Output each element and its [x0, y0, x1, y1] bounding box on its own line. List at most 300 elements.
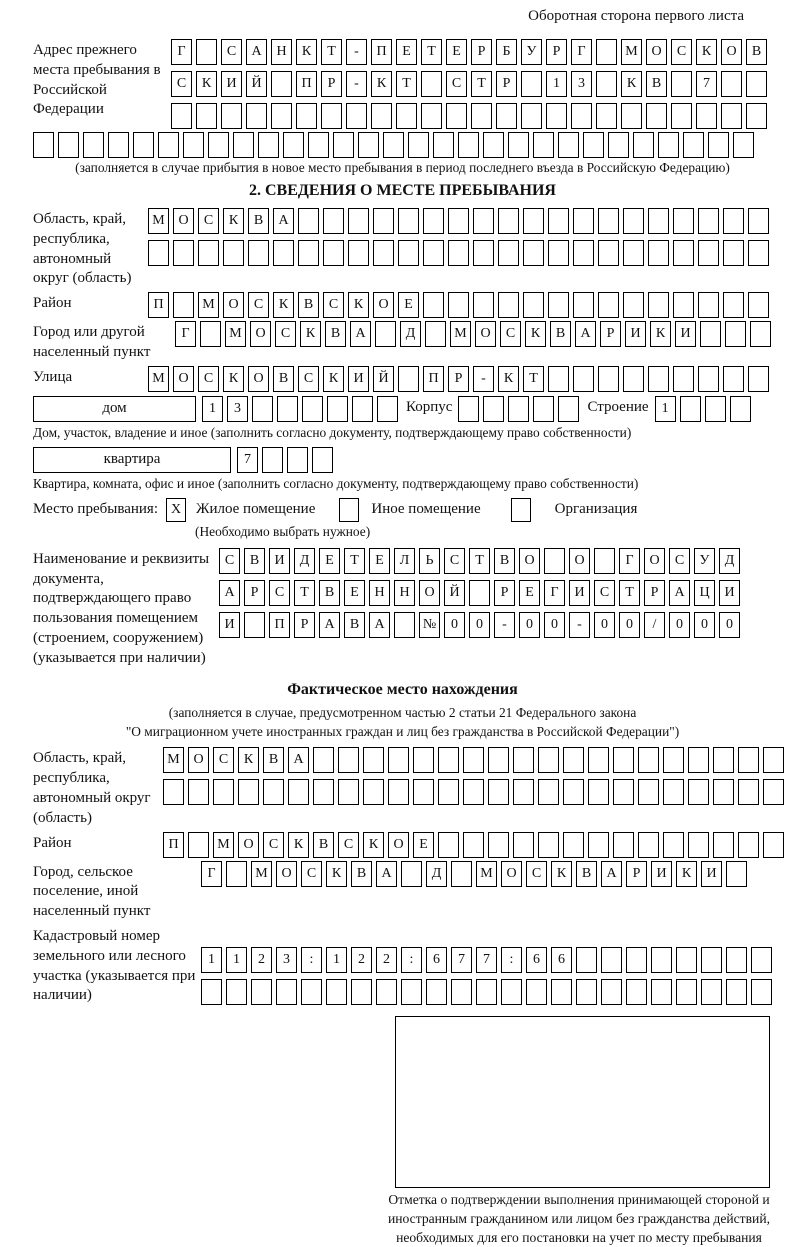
char-cell[interactable]: А	[273, 208, 294, 234]
char-cell[interactable]: 1	[202, 396, 223, 422]
char-cell[interactable]: Д	[400, 321, 421, 347]
char-cell[interactable]: В	[325, 321, 346, 347]
char-cell[interactable]: К	[223, 208, 244, 234]
char-cell[interactable]: Р	[244, 580, 265, 606]
char-cell[interactable]	[213, 779, 234, 805]
char-cell[interactable]	[233, 132, 254, 158]
char-cell[interactable]	[533, 132, 554, 158]
char-cell[interactable]: О	[519, 548, 540, 574]
char-cell[interactable]	[676, 979, 697, 1005]
char-cell[interactable]	[700, 321, 721, 347]
char-cell[interactable]	[576, 947, 597, 973]
char-cell[interactable]: С	[275, 321, 296, 347]
char-cell[interactable]	[323, 240, 344, 266]
char-cell[interactable]	[271, 71, 292, 97]
char-cell[interactable]	[173, 240, 194, 266]
char-cell[interactable]	[708, 132, 729, 158]
char-cell[interactable]: Й	[246, 71, 267, 97]
char-cell[interactable]	[613, 747, 634, 773]
char-cell[interactable]: Н	[271, 39, 292, 65]
char-cell[interactable]: М	[476, 861, 497, 887]
char-cell[interactable]: О	[644, 548, 665, 574]
char-cell[interactable]: И	[569, 580, 590, 606]
char-cell[interactable]	[576, 979, 597, 1005]
char-cell[interactable]	[283, 132, 304, 158]
char-cell[interactable]	[748, 240, 769, 266]
char-cell[interactable]: П	[269, 612, 290, 638]
char-cell[interactable]	[273, 240, 294, 266]
char-cell[interactable]: Р	[448, 366, 469, 392]
char-cell[interactable]	[573, 292, 594, 318]
char-cell[interactable]: 0	[469, 612, 490, 638]
char-cell[interactable]	[200, 321, 221, 347]
char-cell[interactable]: Й	[444, 580, 465, 606]
char-cell[interactable]	[601, 979, 622, 1005]
char-cell[interactable]	[723, 292, 744, 318]
char-cell[interactable]: 3	[571, 71, 592, 97]
char-cell[interactable]: О	[475, 321, 496, 347]
char-cell[interactable]	[648, 240, 669, 266]
char-cell[interactable]: С	[594, 580, 615, 606]
char-cell[interactable]	[733, 132, 754, 158]
char-cell[interactable]: Д	[294, 548, 315, 574]
char-cell[interactable]: Р	[496, 71, 517, 97]
char-cell[interactable]	[613, 779, 634, 805]
char-cell[interactable]	[248, 240, 269, 266]
char-cell[interactable]: О	[238, 832, 259, 858]
char-cell[interactable]	[496, 103, 517, 129]
char-cell[interactable]	[383, 132, 404, 158]
char-cell[interactable]	[313, 747, 334, 773]
char-cell[interactable]	[338, 779, 359, 805]
char-cell[interactable]: 1	[201, 947, 222, 973]
char-cell[interactable]	[438, 779, 459, 805]
char-cell[interactable]: А	[669, 580, 690, 606]
char-cell[interactable]: К	[300, 321, 321, 347]
char-cell[interactable]: С	[198, 366, 219, 392]
char-cell[interactable]	[548, 208, 569, 234]
char-cell[interactable]	[498, 292, 519, 318]
char-cell[interactable]: А	[350, 321, 371, 347]
char-cell[interactable]: П	[163, 832, 184, 858]
char-cell[interactable]	[763, 779, 784, 805]
char-cell[interactable]	[262, 447, 283, 473]
char-cell[interactable]	[698, 208, 719, 234]
char-cell[interactable]	[246, 103, 267, 129]
char-cell[interactable]: С	[671, 39, 692, 65]
char-cell[interactable]: Г	[619, 548, 640, 574]
char-cell[interactable]	[596, 39, 617, 65]
char-cell[interactable]	[251, 979, 272, 1005]
char-cell[interactable]	[763, 832, 784, 858]
char-cell[interactable]	[158, 132, 179, 158]
char-cell[interactable]	[751, 947, 772, 973]
char-cell[interactable]	[648, 208, 669, 234]
char-cell[interactable]	[188, 779, 209, 805]
char-cell[interactable]	[463, 832, 484, 858]
char-cell[interactable]	[446, 103, 467, 129]
char-cell[interactable]: /	[644, 612, 665, 638]
char-cell[interactable]: В	[273, 366, 294, 392]
char-cell[interactable]: С	[500, 321, 521, 347]
char-cell[interactable]: А	[601, 861, 622, 887]
char-cell[interactable]	[676, 947, 697, 973]
char-cell[interactable]	[458, 396, 479, 422]
char-cell[interactable]	[588, 779, 609, 805]
char-cell[interactable]: Г	[201, 861, 222, 887]
char-cell[interactable]: 7	[237, 447, 258, 473]
char-cell[interactable]	[198, 240, 219, 266]
char-cell[interactable]: -	[346, 71, 367, 97]
char-cell[interactable]: Е	[369, 548, 390, 574]
char-cell[interactable]	[671, 103, 692, 129]
char-cell[interactable]: М	[148, 366, 169, 392]
char-cell[interactable]: О	[248, 366, 269, 392]
char-cell[interactable]: П	[371, 39, 392, 65]
char-cell[interactable]	[538, 832, 559, 858]
char-cell[interactable]: 0	[694, 612, 715, 638]
char-cell[interactable]	[498, 240, 519, 266]
char-cell[interactable]	[448, 292, 469, 318]
char-cell[interactable]	[373, 240, 394, 266]
char-cell[interactable]	[483, 132, 504, 158]
char-cell[interactable]: И	[719, 580, 740, 606]
char-cell[interactable]	[33, 132, 54, 158]
char-cell[interactable]: Т	[396, 71, 417, 97]
char-cell[interactable]: И	[219, 612, 240, 638]
char-cell[interactable]	[523, 208, 544, 234]
char-cell[interactable]: С	[219, 548, 240, 574]
char-cell[interactable]	[748, 292, 769, 318]
char-cell[interactable]	[423, 208, 444, 234]
char-cell[interactable]	[351, 979, 372, 1005]
char-cell[interactable]: А	[369, 612, 390, 638]
char-cell[interactable]	[401, 861, 422, 887]
char-cell[interactable]	[701, 979, 722, 1005]
char-cell[interactable]: Р	[546, 39, 567, 65]
char-cell[interactable]: Г	[571, 39, 592, 65]
char-cell[interactable]	[583, 132, 604, 158]
char-cell[interactable]: А	[288, 747, 309, 773]
char-cell[interactable]	[688, 832, 709, 858]
char-cell[interactable]	[463, 779, 484, 805]
char-cell[interactable]	[321, 103, 342, 129]
char-cell[interactable]: С	[213, 747, 234, 773]
char-cell[interactable]	[271, 103, 292, 129]
char-cell[interactable]	[538, 747, 559, 773]
char-cell[interactable]: К	[650, 321, 671, 347]
char-cell[interactable]	[673, 240, 694, 266]
char-cell[interactable]	[544, 548, 565, 574]
char-cell[interactable]	[696, 103, 717, 129]
char-cell[interactable]	[548, 292, 569, 318]
char-cell[interactable]: К	[525, 321, 546, 347]
char-cell[interactable]: А	[575, 321, 596, 347]
char-cell[interactable]	[373, 208, 394, 234]
char-cell[interactable]: Г	[544, 580, 565, 606]
char-cell[interactable]	[621, 103, 642, 129]
char-cell[interactable]: У	[521, 39, 542, 65]
char-cell[interactable]: 1	[226, 947, 247, 973]
char-cell[interactable]	[302, 396, 323, 422]
char-cell[interactable]	[408, 132, 429, 158]
char-cell[interactable]	[638, 747, 659, 773]
char-cell[interactable]: О	[250, 321, 271, 347]
char-cell[interactable]: Д	[719, 548, 740, 574]
char-cell[interactable]: Р	[600, 321, 621, 347]
char-cell[interactable]: А	[319, 612, 340, 638]
char-cell[interactable]	[498, 208, 519, 234]
char-cell[interactable]	[705, 396, 726, 422]
char-cell[interactable]: Е	[398, 292, 419, 318]
char-cell[interactable]	[673, 292, 694, 318]
char-cell[interactable]	[488, 779, 509, 805]
char-cell[interactable]: 0	[544, 612, 565, 638]
char-cell[interactable]	[713, 779, 734, 805]
char-cell[interactable]: 0	[669, 612, 690, 638]
char-cell[interactable]	[333, 132, 354, 158]
char-cell[interactable]: В	[646, 71, 667, 97]
char-cell[interactable]: К	[273, 292, 294, 318]
char-cell[interactable]	[673, 208, 694, 234]
char-cell[interactable]	[730, 396, 751, 422]
char-cell[interactable]	[238, 779, 259, 805]
char-cell[interactable]: Р	[294, 612, 315, 638]
char-cell[interactable]	[746, 71, 767, 97]
char-cell[interactable]: 0	[594, 612, 615, 638]
char-cell[interactable]	[451, 861, 472, 887]
char-cell[interactable]	[726, 979, 747, 1005]
char-cell[interactable]	[508, 396, 529, 422]
char-cell[interactable]	[388, 779, 409, 805]
char-cell[interactable]	[313, 779, 334, 805]
char-cell[interactable]: А	[219, 580, 240, 606]
char-cell[interactable]: 0	[519, 612, 540, 638]
char-cell[interactable]: О	[388, 832, 409, 858]
char-cell[interactable]	[133, 132, 154, 158]
char-cell[interactable]: Т	[421, 39, 442, 65]
char-cell[interactable]	[358, 132, 379, 158]
char-cell[interactable]	[638, 779, 659, 805]
char-cell[interactable]	[473, 208, 494, 234]
char-cell[interactable]	[626, 947, 647, 973]
char-cell[interactable]: К	[696, 39, 717, 65]
char-cell[interactable]: С	[446, 71, 467, 97]
char-cell[interactable]: 0	[619, 612, 640, 638]
char-cell[interactable]: :	[301, 947, 322, 973]
char-cell[interactable]: К	[323, 366, 344, 392]
char-cell[interactable]: Т	[619, 580, 640, 606]
char-cell[interactable]: С	[301, 861, 322, 887]
char-cell[interactable]	[723, 208, 744, 234]
char-cell[interactable]	[608, 132, 629, 158]
char-cell[interactable]	[713, 747, 734, 773]
char-cell[interactable]: Р	[321, 71, 342, 97]
char-cell[interactable]	[751, 979, 772, 1005]
char-cell[interactable]: С	[263, 832, 284, 858]
char-cell[interactable]: К	[363, 832, 384, 858]
char-cell[interactable]	[346, 103, 367, 129]
char-cell[interactable]	[287, 447, 308, 473]
char-cell[interactable]	[338, 747, 359, 773]
char-cell[interactable]: В	[319, 580, 340, 606]
char-cell[interactable]	[398, 208, 419, 234]
char-cell[interactable]: В	[298, 292, 319, 318]
char-cell[interactable]	[301, 979, 322, 1005]
char-cell[interactable]	[726, 861, 747, 887]
char-cell[interactable]: 1	[326, 947, 347, 973]
char-cell[interactable]	[725, 321, 746, 347]
char-cell[interactable]: К	[326, 861, 347, 887]
char-cell[interactable]: 2	[376, 947, 397, 973]
char-cell[interactable]: -	[494, 612, 515, 638]
char-cell[interactable]: К	[621, 71, 642, 97]
char-cell[interactable]	[163, 779, 184, 805]
char-cell[interactable]: К	[223, 366, 244, 392]
char-cell[interactable]: И	[675, 321, 696, 347]
char-cell[interactable]	[548, 240, 569, 266]
char-cell[interactable]: В	[344, 612, 365, 638]
char-cell[interactable]: Е	[413, 832, 434, 858]
char-cell[interactable]: К	[238, 747, 259, 773]
char-cell[interactable]: М	[163, 747, 184, 773]
char-cell[interactable]	[633, 132, 654, 158]
char-cell[interactable]: -	[346, 39, 367, 65]
char-cell[interactable]: Р	[626, 861, 647, 887]
char-cell[interactable]	[371, 103, 392, 129]
char-cell[interactable]	[396, 103, 417, 129]
char-cell[interactable]	[413, 779, 434, 805]
char-cell[interactable]	[598, 366, 619, 392]
char-cell[interactable]	[471, 103, 492, 129]
char-cell[interactable]	[426, 979, 447, 1005]
char-cell[interactable]: 7	[451, 947, 472, 973]
char-cell[interactable]	[558, 132, 579, 158]
char-cell[interactable]: 0	[444, 612, 465, 638]
char-cell[interactable]: Н	[369, 580, 390, 606]
char-cell[interactable]: В	[746, 39, 767, 65]
char-cell[interactable]	[563, 779, 584, 805]
char-cell[interactable]	[521, 71, 542, 97]
char-cell[interactable]	[401, 979, 422, 1005]
char-cell[interactable]: Е	[519, 580, 540, 606]
char-cell[interactable]: Ь	[419, 548, 440, 574]
char-cell[interactable]	[363, 747, 384, 773]
char-cell[interactable]	[376, 979, 397, 1005]
checkbox-other-premises[interactable]	[339, 498, 359, 522]
char-cell[interactable]: 0	[719, 612, 740, 638]
checkbox-residential[interactable]: X	[166, 498, 186, 522]
char-cell[interactable]	[726, 947, 747, 973]
char-cell[interactable]	[598, 208, 619, 234]
char-cell[interactable]	[588, 832, 609, 858]
char-cell[interactable]	[296, 103, 317, 129]
char-cell[interactable]: О	[721, 39, 742, 65]
char-cell[interactable]	[723, 240, 744, 266]
char-cell[interactable]	[598, 292, 619, 318]
char-cell[interactable]: С	[526, 861, 547, 887]
char-cell[interactable]: К	[196, 71, 217, 97]
char-cell[interactable]	[723, 366, 744, 392]
char-cell[interactable]	[663, 747, 684, 773]
char-cell[interactable]	[363, 779, 384, 805]
char-cell[interactable]	[548, 366, 569, 392]
char-cell[interactable]	[648, 366, 669, 392]
char-cell[interactable]	[573, 240, 594, 266]
char-cell[interactable]	[108, 132, 129, 158]
char-cell[interactable]	[288, 779, 309, 805]
char-cell[interactable]	[623, 292, 644, 318]
char-cell[interactable]: М	[251, 861, 272, 887]
char-cell[interactable]	[596, 103, 617, 129]
char-cell[interactable]: Р	[644, 580, 665, 606]
char-cell[interactable]: 2	[251, 947, 272, 973]
char-cell[interactable]: С	[298, 366, 319, 392]
char-cell[interactable]	[423, 292, 444, 318]
char-cell[interactable]	[523, 240, 544, 266]
char-cell[interactable]: В	[244, 548, 265, 574]
char-cell[interactable]	[538, 779, 559, 805]
char-cell[interactable]	[673, 366, 694, 392]
char-cell[interactable]	[648, 292, 669, 318]
char-cell[interactable]: А	[246, 39, 267, 65]
char-cell[interactable]: С	[221, 39, 242, 65]
char-cell[interactable]	[573, 366, 594, 392]
char-cell[interactable]	[394, 612, 415, 638]
char-cell[interactable]	[377, 396, 398, 422]
char-cell[interactable]: М	[213, 832, 234, 858]
char-cell[interactable]	[698, 292, 719, 318]
char-cell[interactable]	[352, 396, 373, 422]
char-cell[interactable]: И	[269, 548, 290, 574]
char-cell[interactable]	[623, 366, 644, 392]
char-cell[interactable]	[613, 832, 634, 858]
char-cell[interactable]: К	[348, 292, 369, 318]
char-cell[interactable]	[701, 947, 722, 973]
char-cell[interactable]: Т	[294, 580, 315, 606]
char-cell[interactable]: №	[419, 612, 440, 638]
char-cell[interactable]	[423, 240, 444, 266]
char-cell[interactable]	[348, 208, 369, 234]
char-cell[interactable]	[721, 103, 742, 129]
char-cell[interactable]: Р	[494, 580, 515, 606]
char-cell[interactable]	[513, 832, 534, 858]
char-cell[interactable]	[738, 832, 759, 858]
char-cell[interactable]	[601, 947, 622, 973]
char-cell[interactable]	[501, 979, 522, 1005]
char-cell[interactable]	[244, 612, 265, 638]
char-cell[interactable]: 2	[351, 947, 372, 973]
char-cell[interactable]	[252, 396, 273, 422]
char-cell[interactable]: К	[371, 71, 392, 97]
char-cell[interactable]	[83, 132, 104, 158]
char-cell[interactable]	[312, 447, 333, 473]
char-cell[interactable]	[196, 103, 217, 129]
char-cell[interactable]	[327, 396, 348, 422]
char-cell[interactable]: С	[248, 292, 269, 318]
char-cell[interactable]	[148, 240, 169, 266]
char-cell[interactable]: В	[263, 747, 284, 773]
char-cell[interactable]: С	[198, 208, 219, 234]
char-cell[interactable]	[458, 132, 479, 158]
char-cell[interactable]	[651, 979, 672, 1005]
char-cell[interactable]	[573, 208, 594, 234]
char-cell[interactable]	[226, 979, 247, 1005]
char-cell[interactable]: В	[550, 321, 571, 347]
char-cell[interactable]	[523, 292, 544, 318]
char-cell[interactable]	[263, 779, 284, 805]
char-cell[interactable]: И	[221, 71, 242, 97]
